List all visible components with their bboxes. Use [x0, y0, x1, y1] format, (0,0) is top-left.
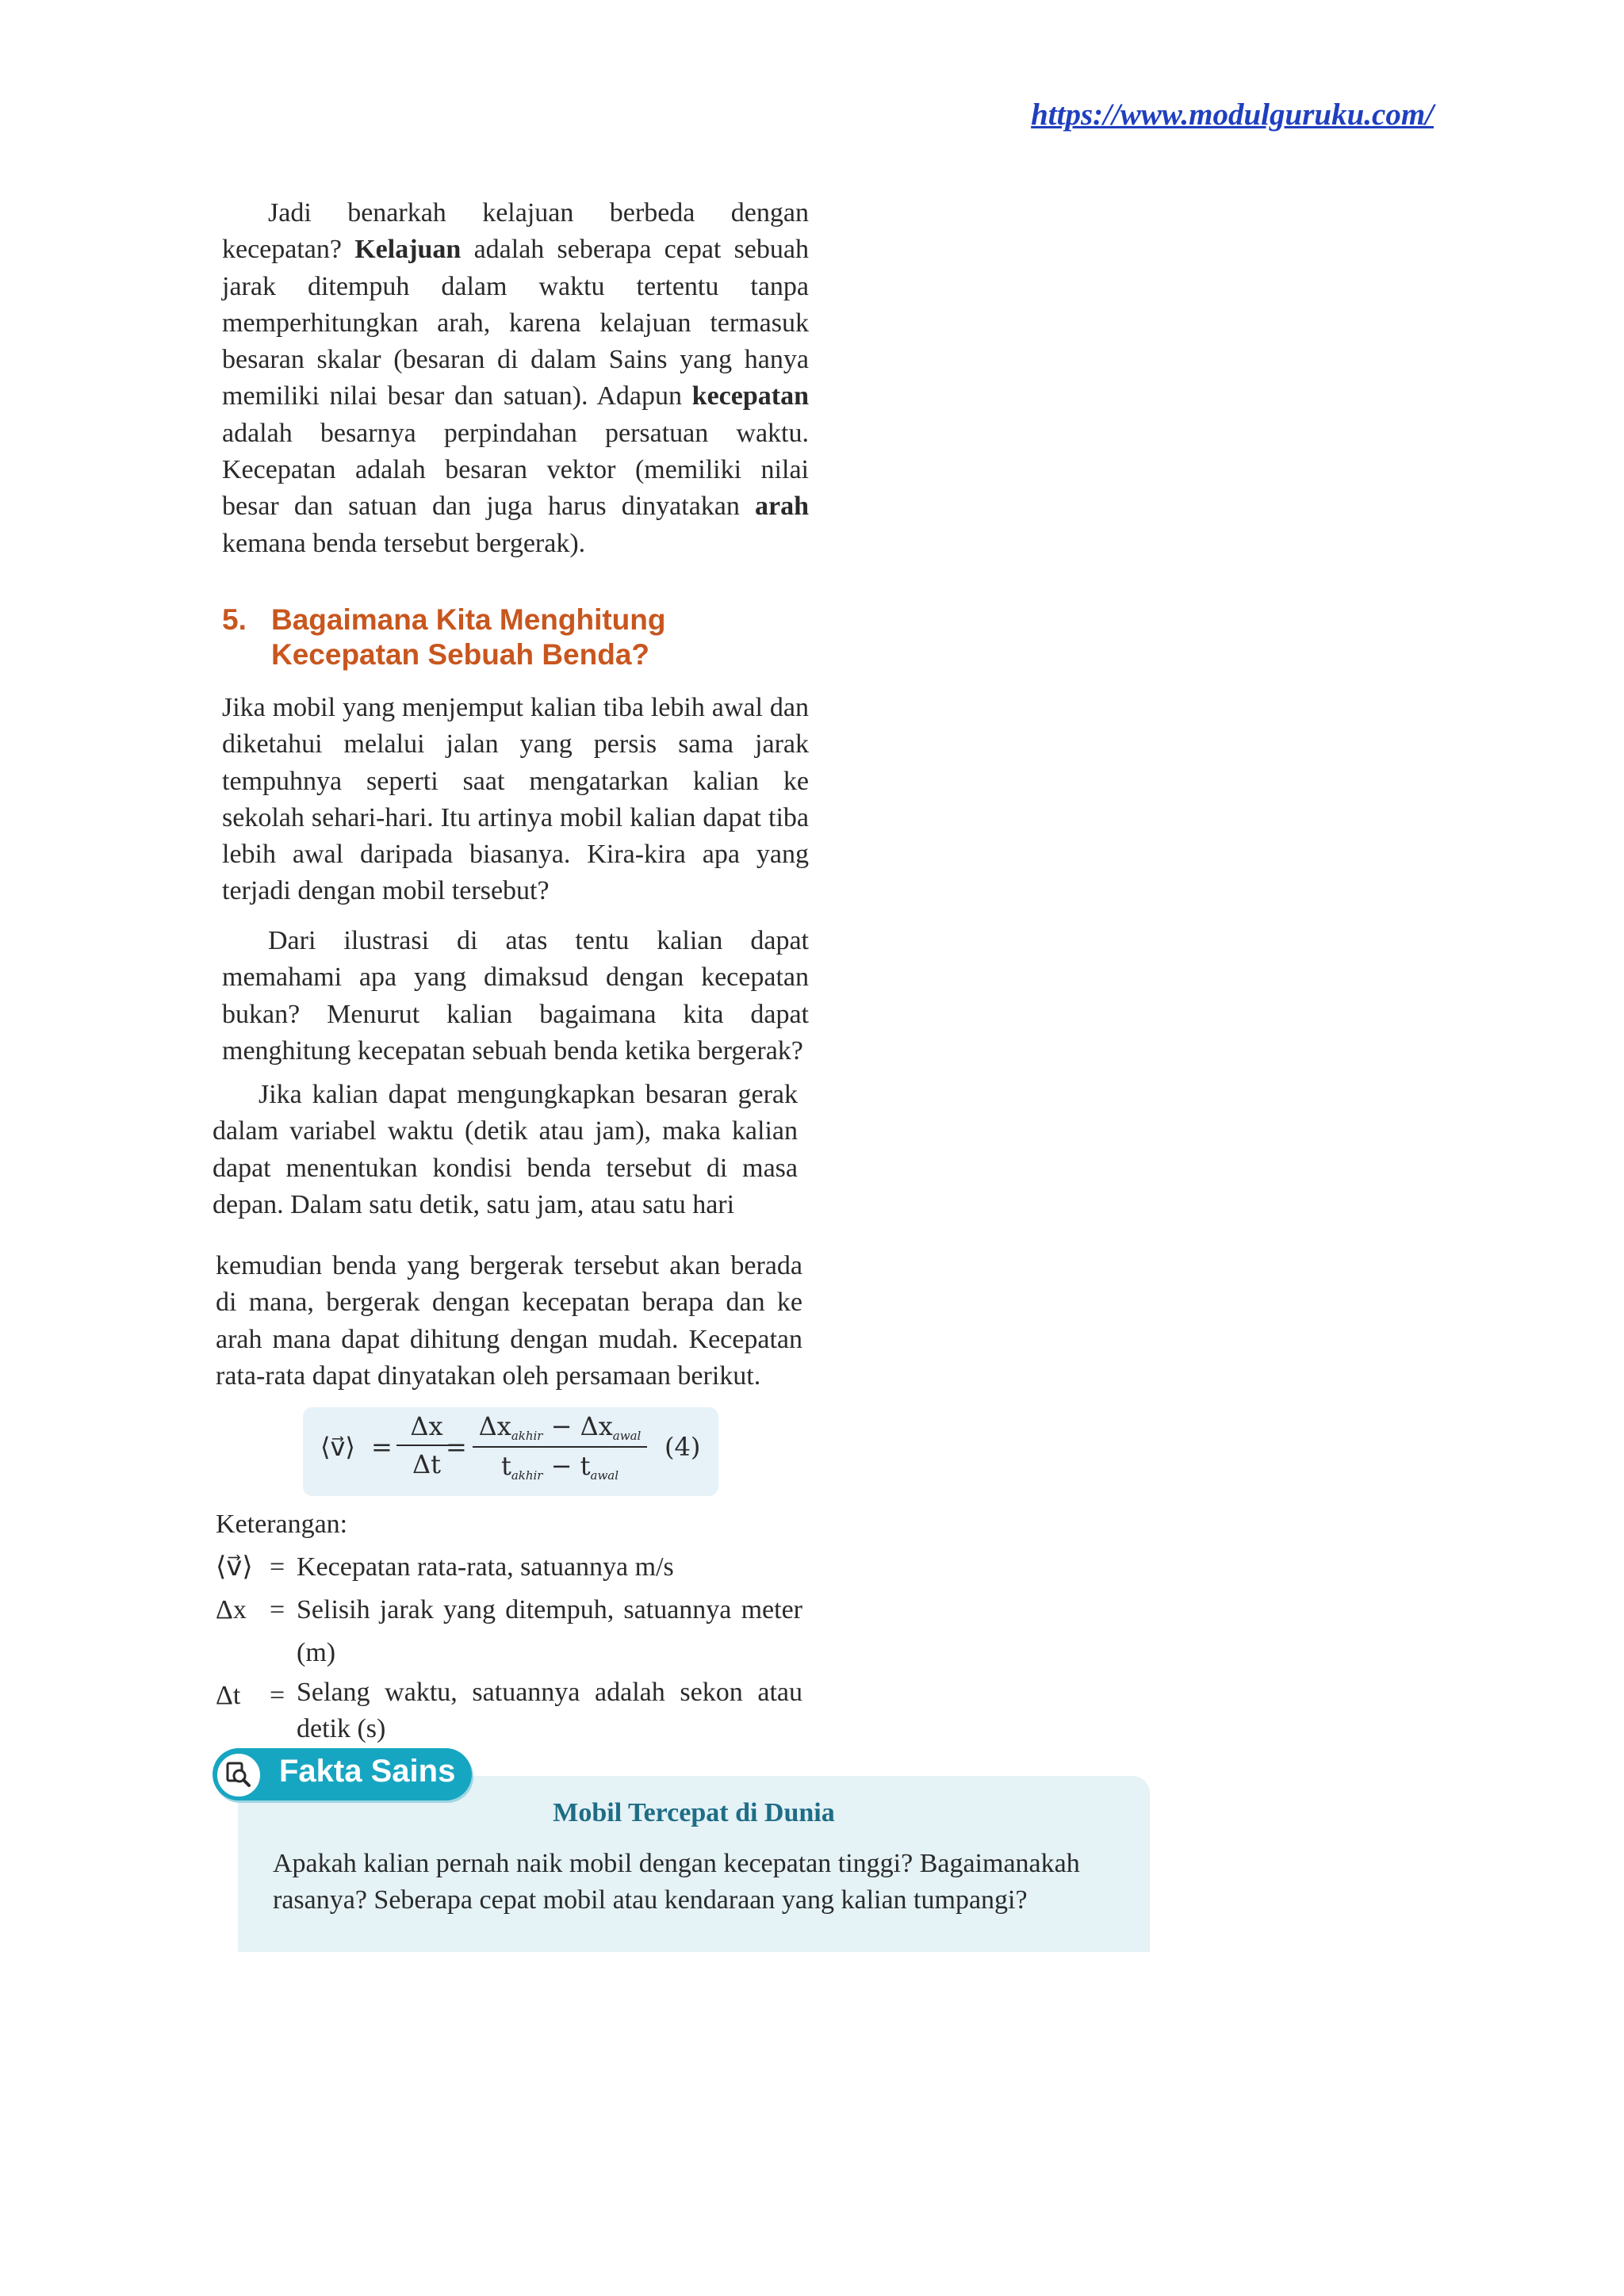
fakta-text: Apakah kalian pernah naik mobil dengan kecepatan tinggi? Bagaimanakah rasanya? Seberapa cepat mobil atau kendaraan yang kalian tumpangi?: [273, 1849, 1080, 1915]
equation-number: (4): [665, 1432, 701, 1462]
website-url-link[interactable]: https://www.modulguruku.com/: [1031, 98, 1434, 132]
keterangan-symbol: ⟨v⃗⟩: [216, 1552, 253, 1582]
p1-text-a: Jadi benarkah kelajuan berbeda dengan kecepatan?: [222, 198, 809, 265]
equation-equals-2: =: [446, 1432, 467, 1462]
equation-fraction-2: [473, 1411, 647, 1483]
paragraph-mobil: Jika mobil yang menjemput kalian tiba lebih awal dan diketahui melalui jalan yang persis sama jarak tempuhnya seperti saat mengatarkan kalian ke sekolah sehari-hari. Itu artinya mobil kalian dapat tiba lebih awal daripada biasanya. Kira-kira apa yang terjadi dengan mobil tersebut?: [222, 693, 809, 906]
fakta-title: Mobil Tercepat di Dunia: [553, 1798, 835, 1827]
fraction1-denominator: Δt: [412, 1449, 441, 1479]
paragraph-kelajuan: [222, 195, 809, 562]
keterangan-list: [216, 1503, 802, 1747]
term-kelajuan: Kelajuan: [354, 235, 462, 265]
keterangan-text: Selang waktu, satuannya adalah sekon atau detik (s): [297, 1678, 802, 1743]
equation-equals-1: =: [371, 1432, 393, 1462]
term-arah: arah: [755, 492, 809, 522]
p1-text-c: adalah seberapa cepat sebuah jarak ditempuh dalam waktu tertentu tanpa memperhitungkan arah, karena kelajuan termasuk besaran skalar (besaran di dalam Sains yang hanya memiliki nilai besar dan satuan). Adapun: [222, 235, 809, 411]
keterangan-label: Keterangan:: [216, 1510, 348, 1539]
fraction2-denominator: $t_{akhir} - t_{awal}$: [500, 1451, 619, 1483]
list-item: [216, 1546, 802, 1589]
fraction2-numerator: $\Delta x_{akhir} - \Delta x_{awal}$: [473, 1411, 647, 1448]
section-title-line2: Kecepatan Sebuah Benda?: [271, 638, 650, 671]
keterangan-equals: =: [270, 1552, 285, 1582]
fraction1-numerator: Δx: [396, 1411, 457, 1446]
magnifier-icon: [214, 1751, 263, 1800]
paragraph-besaran-gerak: Jika kalian dapat mengungkapkan besaran gerak dalam variabel waktu (detik atau jam), maka kalian dapat menentukan kondisi benda tersebut di masa depan. Dalam satu detik, satu jam, atau satu hari: [213, 1080, 798, 1219]
paragraph-persamaan: kemudian benda yang bergerak tersebut akan berada di mana, bergerak dengan kecepatan berapa dan ke arah mana dapat dihitung dengan mudah. Kecepatan rata-rata dapat dinyatakan oleh persamaan berikut.: [216, 1251, 802, 1391]
keterangan-equals: =: [270, 1681, 285, 1710]
equation-lhs: ⟨v⃗⟩: [320, 1432, 355, 1462]
list-item: [216, 1589, 802, 1674]
keterangan-equals: =: [270, 1595, 285, 1624]
keterangan-text: Selisih jarak yang ditempuh, satuannya meter (m): [297, 1595, 802, 1667]
section-number: 5.: [222, 603, 247, 636]
paragraph-ilustrasi: Dari ilustrasi di atas tentu kalian dapat memahami apa yang dimaksud dengan kecepatan bukan? Menurut kalian bagaimana kita dapat menghitung kecepatan sebuah benda ketika bergerak?: [222, 926, 809, 1066]
p1-text-d: adalah besarnya perpindahan persatuan waktu. Kecepatan adalah besaran vektor (memiliki nilai besar dan satuan dan juga harus dinyatakan: [222, 418, 809, 522]
fakta-sains-label: Fakta Sains: [279, 1754, 456, 1789]
keterangan-symbol: Δt: [216, 1681, 241, 1710]
keterangan-text: Kecepatan rata-rata, satuannya m/s: [297, 1552, 674, 1582]
keterangan-symbol: Δx: [216, 1595, 247, 1624]
term-kecepatan: kecepatan: [691, 381, 809, 411]
section-title-line1: Bagaimana Kita Menghitung: [271, 603, 666, 636]
section-heading: [222, 603, 856, 672]
list-item: [216, 1674, 802, 1747]
p1-text-e: kemana benda tersebut bergerak).: [222, 528, 586, 558]
